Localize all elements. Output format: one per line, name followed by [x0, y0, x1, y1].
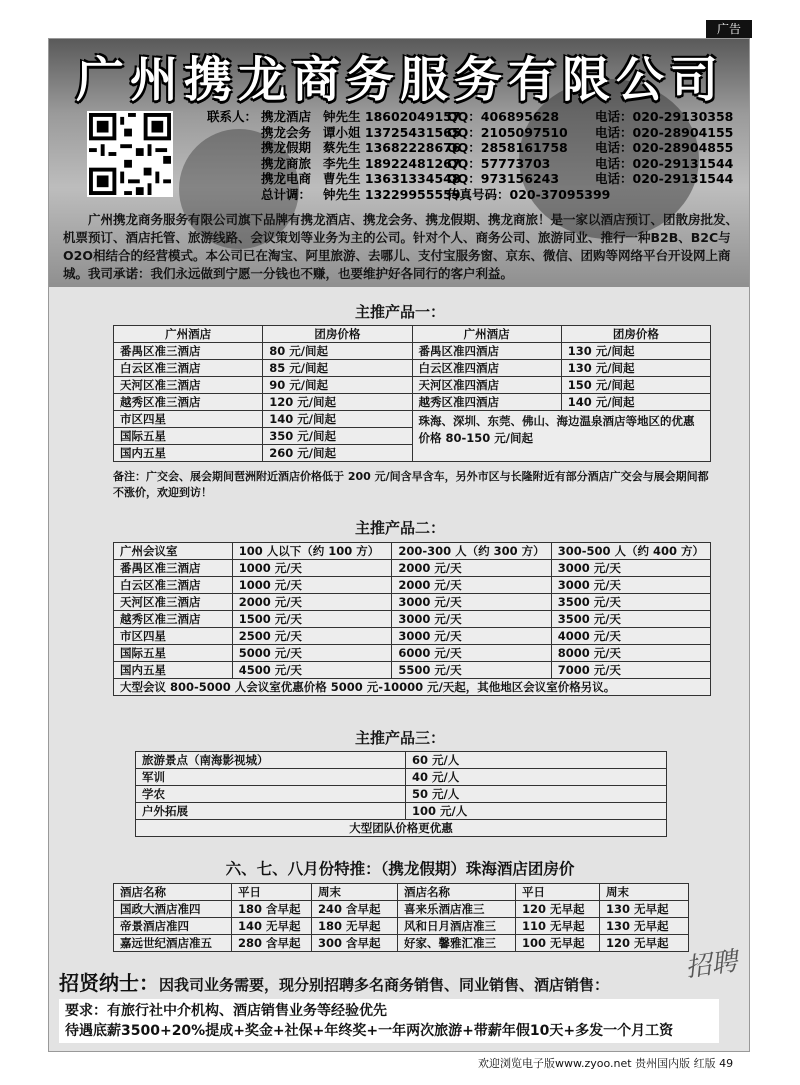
- table-cell: 100 元/人: [406, 803, 667, 820]
- table-cell: 3500 元/天: [551, 611, 710, 628]
- contact-row: [199, 125, 735, 141]
- table-cell: 1000 元/天: [232, 577, 392, 594]
- table-header: 周末: [600, 884, 689, 901]
- contact-fax: 传真号码：020-37095399: [447, 186, 611, 202]
- contact-qq: QQ：2858161758: [447, 140, 568, 155]
- table-header: 广州会议室: [114, 543, 233, 560]
- table-cell: 40 元/人: [406, 769, 667, 786]
- table-header: 酒店名称: [114, 884, 232, 901]
- table-cell: 280 含早起: [232, 935, 312, 952]
- contact-person-phone: 蔡先生 13682228676: [323, 140, 461, 155]
- table-cell: 100 无早起: [516, 935, 600, 952]
- table-cell: 国际五星: [114, 645, 233, 662]
- table-cell: 120 无早起: [600, 935, 689, 952]
- table-header: 团房价格: [263, 326, 412, 343]
- table-cell: 50 元/人: [406, 786, 667, 803]
- qr-code-icon: [87, 111, 173, 197]
- table-cell: 110 无早起: [516, 918, 600, 935]
- table-cell: 1000 元/天: [232, 560, 392, 577]
- table-cell: 7000 元/天: [551, 662, 710, 679]
- table-row: [114, 611, 711, 628]
- table-cell: 130 元/间起: [561, 343, 710, 360]
- table-cell: 150 元/间起: [561, 377, 710, 394]
- contact-prefix: 联系人：: [206, 109, 257, 124]
- table-header: 100 人以下（约 100 方）: [232, 543, 392, 560]
- table-row: [114, 343, 711, 360]
- regional-offer-note: 珠海、深圳、东莞、佛山、海边温泉酒店等地区的优惠价格 80-150 元/间起: [412, 411, 711, 462]
- table-row: [136, 752, 667, 769]
- table-cell: 130 元/间起: [561, 360, 710, 377]
- table-row: [114, 918, 689, 935]
- contact-qq: QQ：2105097510: [447, 124, 568, 140]
- contact-brand: 携龙酒店: [261, 109, 312, 124]
- table-cell: 好家、馨雅汇准三: [398, 935, 516, 952]
- table-cell: 350 元/间起: [263, 428, 412, 445]
- table-row: [114, 394, 711, 411]
- table-row: [114, 628, 711, 645]
- contact-qq: QQ：406895628: [447, 109, 560, 124]
- group-activity-table: [135, 751, 667, 837]
- table-cell: 国内五星: [114, 662, 233, 679]
- table-header: 平日: [516, 884, 600, 901]
- table-cell: 军训: [136, 769, 406, 786]
- product1-note: 备注：广交会、展会期间琶洲附近酒店价格低于 200 元/间含早含车，另外市区与长隆附近有部分酒店广交会与展会期间都不涨价，欢迎到访！: [113, 470, 709, 499]
- table-row: [114, 901, 689, 918]
- hotel-price-table: [113, 325, 711, 462]
- table-row: [114, 560, 711, 577]
- company-intro: 广州携龙商务服务有限公司旗下品牌有携龙酒店、携龙会务、携龙假期、携龙商旅！是一家以酒店预订、团散房批发、机票预订、酒店托管、旅游线路、会议策划等业务为主的公司。针对个人、商务公司、旅游同业、推行一种B2B、B2C与O2O相结合的经营模式。本公司已在淘宝、阿里旅游、去哪儿、支付宝服务窗、京东、微信、团购等网络平台开设网上商城。我司承诺：我们永远做到宁愿一分钱也不赚，也要维护好各同行的客户利益。: [63, 212, 739, 281]
- page-footer: 欢迎浏览电子版www.zyoo.net 贵州国内版 红版 49: [478, 1057, 734, 1070]
- table-cell: 市区四星: [114, 411, 263, 428]
- table-cell: 嘉远世纪酒店准五: [114, 935, 232, 952]
- recruit-benefits: 待遇底薪3500+20%提成+奖金+社保+年终奖+一年两次旅游+带薪年假10天+多发一个月工资: [65, 1023, 674, 1039]
- table-cell: 180 无早起: [312, 918, 398, 935]
- ad-tag: 广告: [706, 20, 752, 38]
- table-header: 300-500 人（约 400 方）: [551, 543, 710, 560]
- table-row: [114, 594, 711, 611]
- table-cell: 130 无早起: [600, 901, 689, 918]
- table-cell: 60 元/人: [406, 752, 667, 769]
- table-cell: 140 元/间起: [561, 394, 710, 411]
- contact-qq: QQ：57773703: [447, 155, 551, 171]
- table-cell: 4500 元/天: [232, 662, 392, 679]
- table-cell: 85 元/间起: [263, 360, 412, 377]
- table-cell: 8000 元/天: [551, 645, 710, 662]
- contact-row: [199, 156, 735, 172]
- table-row: [114, 360, 711, 377]
- table-cell: 130 无早起: [600, 918, 689, 935]
- table-footer: 大型团队价格更优惠: [136, 820, 667, 837]
- contact-row: [199, 171, 735, 187]
- table-row: [136, 769, 667, 786]
- contact-tel: 电话：020-28904855: [595, 140, 734, 155]
- table-footer: 大型会议 800-5000 人会议室优惠价格 5000 元-10000 元/天起，其他地区会议室价格另议。: [114, 679, 711, 696]
- table-cell: 天河区准四酒店: [412, 377, 561, 394]
- company-name: 广州携龙商务服务有限公司: [75, 52, 724, 108]
- table-cell: 户外拓展: [136, 803, 406, 820]
- table-cell: 120 元/间起: [263, 394, 412, 411]
- table-cell: 3000 元/天: [551, 560, 710, 577]
- table-header-row: [114, 326, 711, 343]
- contact-qq: QQ：973156243: [447, 171, 560, 186]
- table-header: 广州酒店: [114, 326, 263, 343]
- table-cell: 300 含早起: [312, 935, 398, 952]
- product3-title: 主推产品三：: [354, 729, 445, 747]
- table-cell: 140 无早起: [232, 918, 312, 935]
- contact-person-phone: 谭小姐 13725431565: [323, 124, 461, 140]
- recruit-requirements: [59, 999, 719, 1043]
- table-row: [114, 377, 711, 394]
- table-cell: 市区四星: [114, 628, 233, 645]
- table-cell: 4000 元/天: [551, 628, 710, 645]
- table-cell: 2500 元/天: [232, 628, 392, 645]
- table-cell: 2000 元/天: [392, 577, 551, 594]
- table-header: 200-300 人（约 300 方）: [392, 543, 551, 560]
- table-header: 平日: [232, 884, 312, 901]
- table-cell: 3000 元/天: [392, 594, 551, 611]
- table-cell: 6000 元/天: [392, 645, 551, 662]
- table-cell: 5000 元/天: [232, 645, 392, 662]
- table-cell: 3000 元/天: [551, 577, 710, 594]
- table-cell: 越秀区准三酒店: [114, 611, 233, 628]
- table-row: [114, 662, 711, 679]
- contact-brand: 总计调：: [261, 186, 312, 202]
- table-cell: 240 含早起: [312, 901, 398, 918]
- table-cell: 白云区准四酒店: [412, 360, 561, 377]
- ad-page: [48, 38, 750, 1052]
- contact-brand: 携龙商旅: [261, 155, 312, 171]
- table-row: [114, 411, 711, 428]
- contact-brand: 携龙假期: [261, 140, 312, 155]
- table-cell: 国际五星: [114, 428, 263, 445]
- table-cell: 2000 元/天: [232, 594, 392, 611]
- recruit-headline: [59, 967, 749, 996]
- table-header: 团房价格: [561, 326, 710, 343]
- table-cell: 180 含早起: [232, 901, 312, 918]
- contact-person-phone: 曹先生 13631334548: [323, 171, 461, 186]
- contact-tel: 电话：020-29131544: [595, 171, 734, 186]
- contact-row: [199, 187, 735, 203]
- table-row: [114, 935, 689, 952]
- contact-tel: 电话：020-28904155: [595, 124, 734, 140]
- table-cell: 天河区准三酒店: [114, 594, 233, 611]
- recruit-text: 因我司业务需要，现分别招聘多名商务销售、同业销售、酒店销售：: [159, 976, 610, 994]
- table-cell: 260 元/间起: [263, 445, 412, 462]
- table-cell: 国政大酒店准四: [114, 901, 232, 918]
- table-cell: 140 元/间起: [263, 411, 412, 428]
- table-row: [114, 679, 711, 696]
- zhuhai-hotel-table: [113, 883, 689, 952]
- table-cell: 帝景酒店准四: [114, 918, 232, 935]
- banner: [49, 39, 750, 287]
- table-cell: 越秀区准四酒店: [412, 394, 561, 411]
- table-header-row: [114, 543, 711, 560]
- table-cell: 2000 元/天: [392, 560, 551, 577]
- contact-list: [199, 109, 735, 202]
- contact-person-phone: 钟先生 18602049157: [323, 109, 461, 124]
- table-row: [114, 645, 711, 662]
- product1-title: 主推产品一：: [354, 303, 445, 321]
- contact-person-phone: 钟先生 13229955559: [323, 186, 461, 202]
- contact-brand: 携龙会务: [261, 124, 312, 140]
- table-cell: 120 无早起: [516, 901, 600, 918]
- table-row: [136, 803, 667, 820]
- contact-row: [199, 140, 735, 156]
- recruitment-section: [59, 967, 749, 1043]
- recruit-requirement: 要求：有旅行社中介机构、酒店销售业务等经验优先: [65, 1003, 387, 1019]
- contact-person-phone: 李先生 18922481267: [323, 155, 461, 171]
- table-cell: 3500 元/天: [551, 594, 710, 611]
- contact-brand: 携龙电商: [261, 171, 312, 186]
- table-cell: 越秀区准三酒店: [114, 394, 263, 411]
- table-header-row: [114, 884, 689, 901]
- recruit-label: 招贤纳士：: [59, 971, 159, 995]
- table-cell: 5500 元/天: [392, 662, 551, 679]
- recruit-stamp: 招聘: [683, 946, 740, 984]
- table-cell: 风和日月酒店准三: [398, 918, 516, 935]
- contact-row: [199, 109, 735, 125]
- table-cell: 番禺区准三酒店: [114, 343, 263, 360]
- table-cell: 学农: [136, 786, 406, 803]
- table-cell: 白云区准三酒店: [114, 360, 263, 377]
- table-cell: 喜来乐酒店准三: [398, 901, 516, 918]
- special-offer-title: 六、七、八月份特推：（携龙假期）珠海酒店团房价: [225, 860, 575, 878]
- meeting-room-table: [113, 542, 711, 696]
- table-cell: 番禺区准四酒店: [412, 343, 561, 360]
- table-row: [136, 820, 667, 837]
- table-header: 周末: [312, 884, 398, 901]
- contact-tel: 电话：020-29131544: [595, 155, 734, 171]
- table-header: 酒店名称: [398, 884, 516, 901]
- table-cell: 1500 元/天: [232, 611, 392, 628]
- table-cell: 番禺区准三酒店: [114, 560, 233, 577]
- product2-title: 主推产品二：: [354, 519, 445, 537]
- table-row: [136, 786, 667, 803]
- table-row: [114, 577, 711, 594]
- table-cell: 80 元/间起: [263, 343, 412, 360]
- table-cell: 3000 元/天: [392, 628, 551, 645]
- contact-tel: 电话：020-29130358: [595, 109, 734, 124]
- table-cell: 天河区准三酒店: [114, 377, 263, 394]
- table-cell: 白云区准三酒店: [114, 577, 233, 594]
- table-cell: 旅游景点（南海影视城）: [136, 752, 406, 769]
- table-cell: 90 元/间起: [263, 377, 412, 394]
- table-cell: 3000 元/天: [392, 611, 551, 628]
- table-cell: 国内五星: [114, 445, 263, 462]
- table-header: 广州酒店: [412, 326, 561, 343]
